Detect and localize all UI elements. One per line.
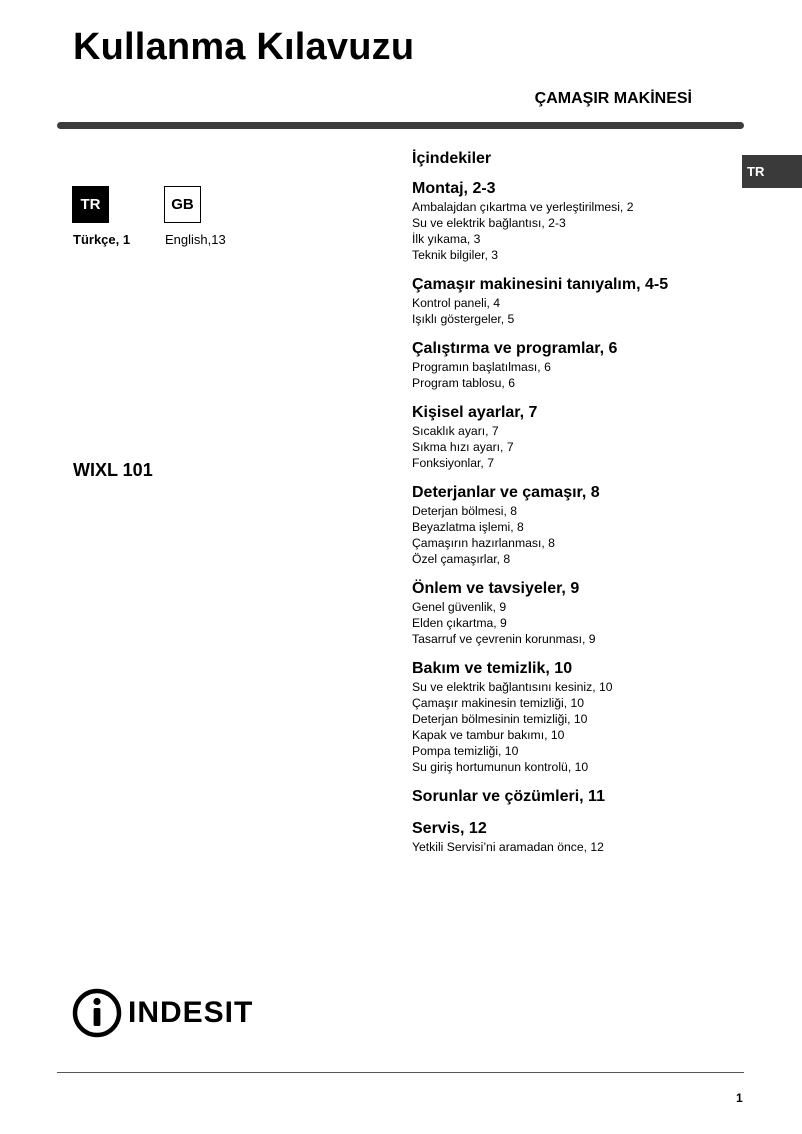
toc-item: Özel çamaşırlar, 8: [412, 552, 511, 566]
toc-item: Deterjan bölmesinin temizliği, 10: [412, 712, 588, 726]
document-subtitle: ÇAMAŞIR MAKİNESİ: [534, 90, 692, 107]
toc-item: Çamaşırın hazırlanması, 8: [412, 536, 555, 550]
toc-item: Fonksiyonlar, 7: [412, 456, 494, 470]
toc-section: [412, 786, 742, 807]
toc-item: Beyazlatma işlemi, 8: [412, 520, 524, 534]
bottom-divider: [57, 1072, 744, 1073]
top-divider: [57, 122, 744, 129]
toc-item: Program tablosu, 6: [412, 376, 515, 390]
toc-section: [412, 338, 742, 391]
toc-item: İlk yıkama, 3: [412, 232, 481, 246]
toc-item: Pompa temizliği, 10: [412, 744, 519, 758]
toc-item: Elden çıkartma, 9: [412, 616, 507, 630]
page-number: 1: [736, 1091, 743, 1105]
toc-section: [412, 402, 742, 471]
toc-item: Işıklı göstergeler, 5: [412, 312, 515, 326]
model-name: WIXL 101: [73, 460, 153, 480]
language-side-tab: TR: [742, 155, 802, 188]
toc-section: [412, 658, 742, 775]
language-label-tr: Türkçe, 1: [73, 232, 131, 247]
toc-item: Teknik bilgiler, 3: [412, 248, 499, 262]
toc-section-title: Çalıştırma ve programlar, 6: [412, 340, 618, 357]
toc-section: [412, 274, 742, 327]
toc-item: Çamaşır makinesin temizliği, 10: [412, 696, 585, 710]
toc-section-title: Servis, 12: [412, 820, 487, 837]
toc-item: Genel güvenlik, 9: [412, 600, 507, 614]
toc-item: Kontrol paneli, 4: [412, 296, 501, 310]
toc-item: Sıkma hızı ayarı, 7: [412, 440, 514, 454]
toc-section-title: Deterjanlar ve çamaşır, 8: [412, 484, 600, 501]
toc-section: [412, 482, 742, 567]
toc-section: [412, 178, 742, 263]
toc-item: Tasarruf ve çevrenin korunması, 9: [412, 632, 596, 646]
language-badge-tr: TR: [72, 186, 109, 223]
toc-heading: İçindekiler: [412, 150, 492, 167]
toc-section: [412, 818, 742, 855]
toc-sections: [412, 178, 742, 855]
toc-item: Kapak ve tambur bakımı, 10: [412, 728, 565, 742]
toc-item: Yetkili Servisi’ni aramadan önce, 12: [412, 840, 604, 854]
toc-section-title: Kişisel ayarlar, 7: [412, 404, 538, 421]
toc-item: Programın başlatılması, 6: [412, 360, 551, 374]
toc-section-title: Sorunlar ve çözümleri, 11: [412, 788, 605, 805]
toc-section: [412, 578, 742, 647]
brand-logo: [72, 988, 253, 1038]
toc-item: Su ve elektrik bağlantısını kesiniz, 10: [412, 680, 613, 694]
toc-item: Deterjan bölmesi, 8: [412, 504, 517, 518]
toc-section-title: Bakım ve temizlik, 10: [412, 660, 573, 677]
logo-wordmark: INDESIT: [128, 996, 254, 1029]
toc-section-title: Çamaşır makinesini tanıyalım, 4-5: [412, 276, 669, 293]
table-of-contents: [412, 148, 742, 866]
toc-section-title: Montaj, 2-3: [412, 180, 496, 197]
toc-item: Su ve elektrik bağlantısı, 2-3: [412, 216, 566, 230]
language-badge-gb: GB: [164, 186, 201, 223]
toc-item: Ambalajdan çıkartma ve yerleştirilmesi, 2: [412, 200, 634, 214]
indesit-logo-icon: [72, 988, 122, 1038]
language-label-gb: English,13: [165, 232, 226, 247]
toc-section-title: Önlem ve tavsiyeler, 9: [412, 580, 580, 597]
toc-item: Su giriş hortumunun kontrolü, 10: [412, 760, 589, 774]
document-title: Kullanma Kılavuzu: [73, 26, 415, 68]
toc-item: Sıcaklık ayarı, 7: [412, 424, 499, 438]
